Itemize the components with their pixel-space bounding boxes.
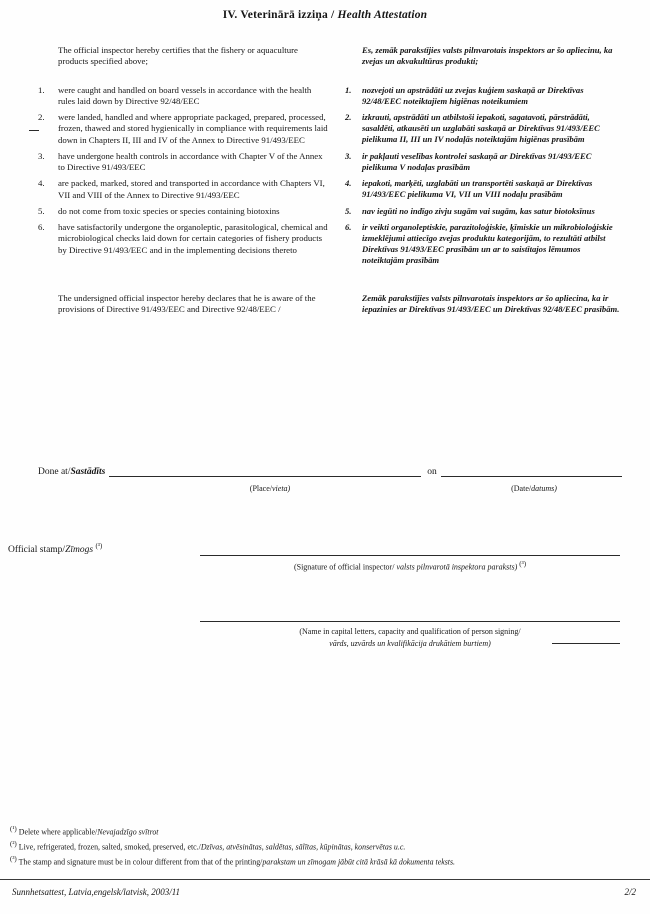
done-at-label-en: Done at/ [38,467,71,477]
item-number-lv: 6. [345,222,352,232]
signature-caption-lv: valsts pilnvarotā inspektora paraksts) [396,562,520,572]
item-number-lv: 1. [345,84,352,95]
footnote-2-text-en: Live, refrigerated, frozen, salted, smoked, preserved, etc./ [18,842,201,852]
page-title [0,9,650,21]
intro-text-lv: Es, zemāk parakstījies valsts pilnvarotais inspektors ar šo apliecinu, ka zvejas un akvakultūras produkti; [362,45,613,66]
done-at-row [38,466,622,477]
attestation-item-2 [38,112,622,146]
footnote-1-text-lv: Nevajadzīgo svītrot [97,827,159,837]
footnote-3-marker: (³) [10,854,17,863]
stamp-label-en: Official stamp/ [8,545,66,556]
item-text-lv: nozvejoti un apstrādāti uz zvejas kuģiem saskaņā ar Direktīvas 92/48/EEC noteiktajiem higiēnas noteikumiem [362,84,584,106]
footnote-2 [10,839,640,854]
footnotes [10,824,640,869]
date-caption [446,484,622,493]
item-text-lv: nav iegūti no indīgo zivju sugām vai sugām, kas satur biotoksīnus [362,205,595,216]
page-footer [12,887,636,897]
item-text-en: have undergone health controls in accordance with Chapter V of the Annex to Directive 91/493/EEC [58,150,323,172]
item-number-lv: 4. [345,178,352,189]
item-number-lv: 3. [345,150,352,161]
item-text-lv: iepakoti, marķēti, uzglabāti un transportēti saskaņā ar Direktīvas 91/493/EEC pielikuma VI, VII un VIII nodaļu prasībām [362,178,593,200]
item-text-lv: ir pakļauti veselības kontrolei saskaņā ar Direktīvas 91/493/EEC pielikuma V nodaļas prasībām [362,150,592,172]
date-caption-lv: datums) [531,484,557,493]
item-number-en: 4. [38,178,45,189]
item-text-en: are packed, marked, stored and transported in accordance with Chapters VI, VII and VIII of the Annex to Directive 91/493/EEC [58,178,325,200]
done-at-label-lv: Sastādīts [70,467,106,477]
footnote-3-text-en: The stamp and signature must be in colour different from that of the printing/ [18,857,263,867]
place-caption-lv: vieta) [272,484,291,493]
item-text-en: were landed, handled and where appropriate packaged, prepared, processed, frozen, thawed and stored hygienically in compliance with requirements laid down in Chapters II, III and IV of the Annex to Directive 91/493/EEC [58,112,328,145]
item-text-en: were caught and handled on board vessels in accordance with the health rules laid down by Directive 92/48/EEC [58,84,312,106]
item-number-en: 1. [38,84,45,95]
declaration-text-lv: Zemāk parakstījies valsts pilnvarotais inspektors ar šo apliecina, ka ir iepazinies ar Direktīvas 91/493/EEC un Direktīvas 92/48/EEC prasībām. [362,293,620,314]
item-text-en: have satisfactorily undergone the organoleptic, parasitological, chemical and microbiological checks laid down for certain categories of fishery products by Directive 91/493/EEC and in the implementing decisions thereto [58,222,328,255]
item-number-en: 6. [38,222,45,232]
item-number-lv: 2. [345,112,352,122]
declaration-text-en: The undersigned official inspector hereby declares that he is aware of the provisions of Directive 91/493/EEC and Directive 92/48/EEC / [58,293,316,315]
attestation-item-1 [38,85,622,108]
declaration-row [38,293,622,316]
item-number-en: 2. [38,112,45,122]
place-blank-line [109,466,421,477]
footnote-3 [10,854,640,869]
signature-blank-line [200,548,620,556]
page-title-english: Health Attestation [337,9,428,21]
intro-text-en: The official inspector hereby certifies that the fishery or aquaculture products specified above; [58,45,298,67]
footer-divider [0,879,650,880]
item-number-lv: 5. [345,205,352,216]
item-text-lv: izkrauti, apstrādāti un atbilstoši iepakoti, sagatavoti, pārstrādāti, sasaldēti, atkausēti un uzglabāti saskaņā ar Direktīvas 91/493/EEC pielikuma II, III un IV nodaļās noteiktajām higiēnas prasībām [362,112,600,144]
footnote-3-text-lv: parakstam un zīmogam jābūt citā krāsā kā dokumenta teksts. [262,857,456,867]
item-text-en: do not come from toxic species or species containing biotoxins [58,205,280,216]
footnote-1-text-en: Delete where applicable/ [18,827,98,837]
footer-page-number: 2/2 [624,887,636,897]
attestation-item-6 [38,222,622,266]
official-stamp-label [8,542,102,555]
item-number-en: 3. [38,150,45,161]
name-caption-lv: vārds, uzvārds un kvalifikācija drukātiem burtiem) [329,638,491,648]
stamp-label-lv: Zīmogs [65,545,96,556]
place-caption [120,484,420,493]
item-text-lv: ir veikti organoleptiskie, parazitoloģiskie, ķīmiskie un mikrobioloģiskie izmeklējumi attiecīgo zvejas produktu kategorijām, to rezultāti atbilst Direktīvas 91/493/EEC prasībām un ar to saistītajos lēmumos noteiktajām prasībām [362,222,613,265]
footnote-2-text-lv: Dzīvas, atvēsinātas, saldētas, sālītas, kūpinātas, konservētas u.c. [200,842,406,852]
name-blank-line [200,614,620,622]
name-caption-en: (Name in capital letters, capacity and qualification of person signing/ [299,627,521,636]
on-label: on [427,467,437,477]
footnote-1-marker: (¹) [10,825,17,833]
signature-caption [200,560,620,572]
signature-footnote-ref: (³) [519,560,527,568]
attestation-item-3 [38,151,622,174]
footnote-1 [10,824,640,839]
signature-caption-en: (Signature of official inspector/ [293,562,397,572]
footnote-2-marker: (²) [10,839,17,848]
footer-document-reference: Sunnhetsattest, Latvia,engelsk/latvisk, 2003/11 [12,887,181,897]
done-at-label [38,467,105,477]
item-number-en: 5. [38,205,45,216]
name-caption-tail-line [552,637,620,644]
page-title-latvian: IV. Veterinārā izziņa / [222,9,338,21]
place-caption-en: (Place/ [249,484,272,493]
attestation-item-5 [38,206,622,217]
date-blank-line [441,466,622,477]
stamp-footnote-ref: (³) [95,542,103,550]
attestation-item-4 [38,178,622,201]
date-caption-en: (Date/ [511,484,532,493]
attestation-body [38,45,622,316]
intro-row [38,45,622,68]
